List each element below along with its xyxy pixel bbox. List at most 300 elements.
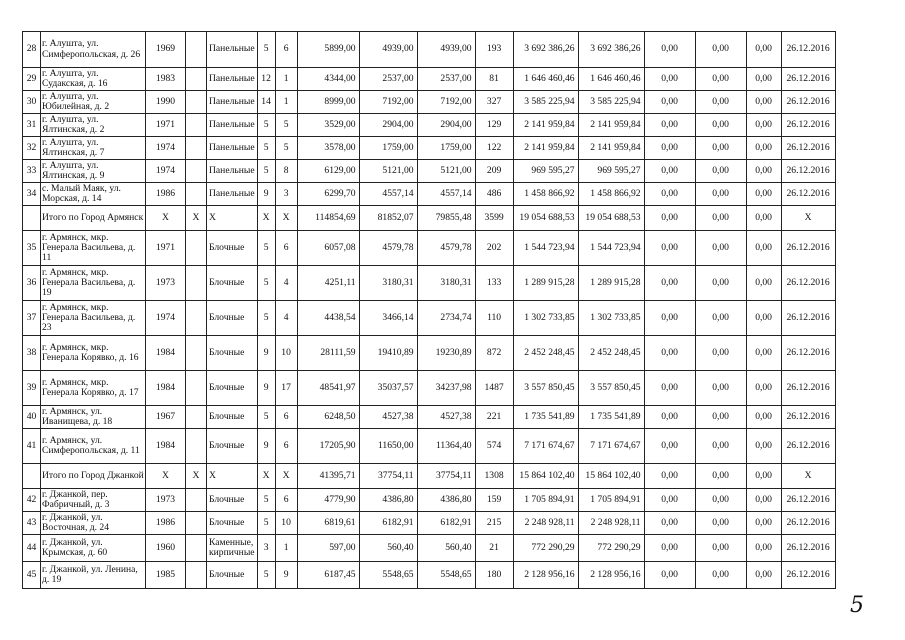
table-row: [23, 535, 836, 562]
cell-date: 26.12.2016: [781, 183, 835, 206]
cell-cost2: 7 171 674,67: [578, 429, 644, 464]
cell-a3: 4939,00: [417, 32, 475, 68]
cell-fl: 5: [257, 32, 275, 68]
cell-cost1: 2 452 248,45: [513, 336, 578, 371]
cell-z2: 0,00: [695, 464, 746, 489]
table-row: [23, 371, 836, 406]
cell-z1: 0,00: [644, 137, 695, 160]
cell-z1: 0,00: [644, 301, 695, 336]
cell-year: 1967: [146, 406, 186, 429]
cell-cost2: 2 452 248,45: [578, 336, 644, 371]
cell-date: 26.12.2016: [781, 429, 835, 464]
cell-ent: 3: [275, 183, 297, 206]
cell-ent: X: [275, 464, 297, 489]
cell-z1: 0,00: [644, 371, 695, 406]
cell-year: 1986: [146, 183, 186, 206]
cell-mat: Панельные: [207, 137, 258, 160]
cell-cost2: 1 289 915,28: [578, 266, 644, 301]
cell-fl: 9: [257, 183, 275, 206]
cell-date: 26.12.2016: [781, 137, 835, 160]
cell-addr: г. Армянск, мкр. Генерала Васильева, д. 19: [41, 266, 146, 301]
cell-fl: 9: [257, 336, 275, 371]
cell-z3: 0,00: [746, 512, 781, 535]
cell-addr: Итого по Город Джанкой: [41, 464, 146, 489]
cell-cost1: 1 289 915,28: [513, 266, 578, 301]
cell-ent: 1: [275, 91, 297, 114]
cell-z1: 0,00: [644, 91, 695, 114]
cell-year: 1974: [146, 137, 186, 160]
cell-addr: г. Джанкой, ул. Ленина, д. 19: [41, 562, 146, 589]
cell-c3: X: [186, 464, 207, 489]
cell-c3: [186, 91, 207, 114]
subtotal-row: [23, 206, 836, 231]
cell-a3: 4386,80: [417, 489, 475, 512]
cell-n: 30: [23, 91, 41, 114]
cell-z1: 0,00: [644, 336, 695, 371]
cell-date: 26.12.2016: [781, 489, 835, 512]
table-row: [23, 183, 836, 206]
cell-fl: 12: [257, 68, 275, 91]
cell-z1: 0,00: [644, 68, 695, 91]
cell-n: 43: [23, 512, 41, 535]
cell-c3: [186, 562, 207, 589]
cell-z2: 0,00: [695, 266, 746, 301]
cell-z1: 0,00: [644, 562, 695, 589]
cell-year: X: [146, 206, 186, 231]
cell-year: 1974: [146, 301, 186, 336]
cell-date: 26.12.2016: [781, 406, 835, 429]
cell-z1: 0,00: [644, 489, 695, 512]
cell-z3: 0,00: [746, 160, 781, 183]
cell-c3: [186, 137, 207, 160]
cell-z2: 0,00: [695, 68, 746, 91]
cell-ent: 5: [275, 114, 297, 137]
cell-z2: 0,00: [695, 91, 746, 114]
cell-res: 1308: [475, 464, 513, 489]
cell-year: X: [146, 464, 186, 489]
cell-n: [23, 206, 41, 231]
cell-res: 180: [475, 562, 513, 589]
cell-z2: 0,00: [695, 206, 746, 231]
cell-z3: 0,00: [746, 266, 781, 301]
cell-a3: 5121,00: [417, 160, 475, 183]
cell-c3: X: [186, 206, 207, 231]
cell-addr: Итого по Город Армянск: [41, 206, 146, 231]
cell-mat: Блочные: [207, 489, 258, 512]
cell-c3: [186, 68, 207, 91]
cell-n: 28: [23, 32, 41, 68]
cell-c3: [186, 429, 207, 464]
cell-year: 1984: [146, 429, 186, 464]
cell-z3: 0,00: [746, 206, 781, 231]
cell-a3: 5548,65: [417, 562, 475, 589]
cell-ent: 6: [275, 32, 297, 68]
cell-res: 81: [475, 68, 513, 91]
cell-res: 122: [475, 137, 513, 160]
cell-n: 36: [23, 266, 41, 301]
cell-addr: с. Малый Маяк, ул. Морская, д. 14: [41, 183, 146, 206]
cell-a2: 3180,31: [359, 266, 417, 301]
cell-addr: г. Армянск, мкр. Генерала Васильева, д. 11: [41, 231, 146, 266]
cell-date: 26.12.2016: [781, 160, 835, 183]
cell-a2: 37754,11: [359, 464, 417, 489]
cell-cost1: 772 290,29: [513, 535, 578, 562]
cell-a2: 5548,65: [359, 562, 417, 589]
cell-cost2: 3 585 225,94: [578, 91, 644, 114]
cell-a3: 1759,00: [417, 137, 475, 160]
cell-z3: 0,00: [746, 91, 781, 114]
cell-c3: [186, 114, 207, 137]
cell-cost1: 969 595,27: [513, 160, 578, 183]
cell-z2: 0,00: [695, 32, 746, 68]
cell-fl: 14: [257, 91, 275, 114]
cell-cost1: 1 544 723,94: [513, 231, 578, 266]
cell-cost2: 19 054 688,53: [578, 206, 644, 231]
cell-cost2: 1 646 460,46: [578, 68, 644, 91]
cell-date: X: [781, 206, 835, 231]
cell-a1: 3529,00: [297, 114, 359, 137]
cell-addr: г. Армянск, ул. Симферопольская, д. 11: [41, 429, 146, 464]
cell-a3: 4527,38: [417, 406, 475, 429]
cell-a2: 2537,00: [359, 68, 417, 91]
cell-ent: 4: [275, 301, 297, 336]
cell-year: 1983: [146, 68, 186, 91]
cell-a1: 41395,71: [297, 464, 359, 489]
cell-z3: 0,00: [746, 114, 781, 137]
cell-ent: 6: [275, 231, 297, 266]
cell-res: 202: [475, 231, 513, 266]
cell-a1: 6819,61: [297, 512, 359, 535]
cell-cost1: 2 141 959,84: [513, 114, 578, 137]
table-row: [23, 231, 836, 266]
cell-z3: 0,00: [746, 406, 781, 429]
cell-a3: 6182,91: [417, 512, 475, 535]
cell-a1: 6129,00: [297, 160, 359, 183]
cell-addr: г. Алушта, ул. Ялтинская, д. 7: [41, 137, 146, 160]
cell-date: 26.12.2016: [781, 371, 835, 406]
cell-n: 39: [23, 371, 41, 406]
table-row: [23, 336, 836, 371]
cell-mat: Панельные: [207, 183, 258, 206]
cell-cost1: 2 248 928,11: [513, 512, 578, 535]
cell-year: 1971: [146, 114, 186, 137]
cell-z3: 0,00: [746, 32, 781, 68]
cell-mat: Блочные: [207, 231, 258, 266]
cell-fl: 5: [257, 231, 275, 266]
cell-z3: 0,00: [746, 371, 781, 406]
cell-a3: 11364,40: [417, 429, 475, 464]
cell-z3: 0,00: [746, 336, 781, 371]
cell-z1: 0,00: [644, 512, 695, 535]
cell-mat: Блочные: [207, 266, 258, 301]
cell-a2: 4939,00: [359, 32, 417, 68]
cell-z2: 0,00: [695, 114, 746, 137]
cell-mat: X: [207, 206, 258, 231]
cell-cost2: 15 864 102,40: [578, 464, 644, 489]
table-row: [23, 160, 836, 183]
cell-c3: [186, 266, 207, 301]
cell-date: 26.12.2016: [781, 231, 835, 266]
cell-addr: г. Джанкой, ул. Восточная, д. 24: [41, 512, 146, 535]
cell-fl: 5: [257, 114, 275, 137]
cell-z2: 0,00: [695, 336, 746, 371]
cell-fl: 3: [257, 535, 275, 562]
cell-year: 1969: [146, 32, 186, 68]
cell-cost2: 3 557 850,45: [578, 371, 644, 406]
cell-res: 159: [475, 489, 513, 512]
cell-addr: г. Джанкой, пер. Фабричный, д. 3: [41, 489, 146, 512]
cell-ent: 4: [275, 266, 297, 301]
cell-a2: 11650,00: [359, 429, 417, 464]
cell-year: 1960: [146, 535, 186, 562]
cell-z3: 0,00: [746, 429, 781, 464]
cell-date: X: [781, 464, 835, 489]
cell-year: 1973: [146, 489, 186, 512]
cell-ent: 5: [275, 137, 297, 160]
cell-n: 40: [23, 406, 41, 429]
cell-z1: 0,00: [644, 32, 695, 68]
cell-addr: г. Джанкой, ул. Крымская, д. 60: [41, 535, 146, 562]
cell-ent: 6: [275, 429, 297, 464]
table-row: [23, 489, 836, 512]
cell-z1: 0,00: [644, 114, 695, 137]
cell-a3: 19230,89: [417, 336, 475, 371]
cell-fl: 5: [257, 489, 275, 512]
cell-cost2: 1 302 733,85: [578, 301, 644, 336]
cell-a3: 34237,98: [417, 371, 475, 406]
cell-mat: Панельные: [207, 32, 258, 68]
cell-cost1: 3 692 386,26: [513, 32, 578, 68]
cell-a1: 6057,08: [297, 231, 359, 266]
table-row: [23, 114, 836, 137]
cell-z3: 0,00: [746, 464, 781, 489]
table-row: [23, 137, 836, 160]
cell-a3: 2537,00: [417, 68, 475, 91]
cell-n: 33: [23, 160, 41, 183]
cell-mat: Блочные: [207, 301, 258, 336]
cell-ent: X: [275, 206, 297, 231]
cell-fl: X: [257, 464, 275, 489]
cell-z1: 0,00: [644, 160, 695, 183]
cell-date: 26.12.2016: [781, 535, 835, 562]
cell-cost1: 1 646 460,46: [513, 68, 578, 91]
cell-z2: 0,00: [695, 406, 746, 429]
cell-ent: 9: [275, 562, 297, 589]
cell-ent: 1: [275, 68, 297, 91]
cell-a3: 79855,48: [417, 206, 475, 231]
table-row: [23, 406, 836, 429]
cell-res: 872: [475, 336, 513, 371]
cell-z3: 0,00: [746, 137, 781, 160]
cell-cost2: 2 128 956,16: [578, 562, 644, 589]
cell-z1: 0,00: [644, 183, 695, 206]
cell-z1: 0,00: [644, 535, 695, 562]
cell-a1: 3578,00: [297, 137, 359, 160]
cell-c3: [186, 535, 207, 562]
cell-a3: 37754,11: [417, 464, 475, 489]
cell-date: 26.12.2016: [781, 114, 835, 137]
cell-a1: 6299,70: [297, 183, 359, 206]
cell-z2: 0,00: [695, 231, 746, 266]
cell-a1: 4344,00: [297, 68, 359, 91]
cell-mat: Панельные: [207, 91, 258, 114]
cell-addr: г. Алушта, ул. Юбилейная, д. 2: [41, 91, 146, 114]
cell-year: 1990: [146, 91, 186, 114]
cell-n: 41: [23, 429, 41, 464]
cell-z2: 0,00: [695, 160, 746, 183]
cell-cost1: 2 128 956,16: [513, 562, 578, 589]
cell-ent: 10: [275, 512, 297, 535]
cell-fl: 5: [257, 512, 275, 535]
cell-res: 1487: [475, 371, 513, 406]
cell-cost2: 1 735 541,89: [578, 406, 644, 429]
cell-c3: [186, 160, 207, 183]
cell-a2: 5121,00: [359, 160, 417, 183]
cell-mat: Каменные, кирпичные: [207, 535, 258, 562]
cell-a1: 4438,54: [297, 301, 359, 336]
cell-a2: 2904,00: [359, 114, 417, 137]
cell-mat: Блочные: [207, 371, 258, 406]
cell-res: 129: [475, 114, 513, 137]
cell-ent: 1: [275, 535, 297, 562]
cell-date: 26.12.2016: [781, 266, 835, 301]
cell-c3: [186, 512, 207, 535]
cell-date: 26.12.2016: [781, 301, 835, 336]
cell-a3: 2904,00: [417, 114, 475, 137]
cell-z2: 0,00: [695, 371, 746, 406]
cell-n: 31: [23, 114, 41, 137]
cell-a1: 4251,11: [297, 266, 359, 301]
cell-cost1: 19 054 688,53: [513, 206, 578, 231]
houses-table: [22, 31, 836, 589]
cell-cost2: 2 141 959,84: [578, 137, 644, 160]
cell-mat: Блочные: [207, 336, 258, 371]
cell-date: 26.12.2016: [781, 512, 835, 535]
cell-n: 45: [23, 562, 41, 589]
cell-n: 32: [23, 137, 41, 160]
cell-a1: 114854,69: [297, 206, 359, 231]
cell-cost2: 2 248 928,11: [578, 512, 644, 535]
cell-addr: г. Алушта, ул. Ялтинская, д. 2: [41, 114, 146, 137]
cell-addr: г. Армянск, ул. Иванищева, д. 18: [41, 406, 146, 429]
cell-year: 1984: [146, 371, 186, 406]
cell-cost2: 772 290,29: [578, 535, 644, 562]
cell-ent: 8: [275, 160, 297, 183]
cell-ent: 6: [275, 406, 297, 429]
cell-mat: Панельные: [207, 114, 258, 137]
cell-mat: Панельные: [207, 160, 258, 183]
cell-a1: 6248,50: [297, 406, 359, 429]
cell-z2: 0,00: [695, 512, 746, 535]
cell-ent: 6: [275, 489, 297, 512]
cell-fl: 9: [257, 429, 275, 464]
cell-c3: [186, 301, 207, 336]
table-row: [23, 512, 836, 535]
cell-res: 3599: [475, 206, 513, 231]
cell-z1: 0,00: [644, 464, 695, 489]
cell-cost1: 1 458 866,92: [513, 183, 578, 206]
cell-fl: 5: [257, 160, 275, 183]
cell-z2: 0,00: [695, 562, 746, 589]
cell-mat: X: [207, 464, 258, 489]
cell-c3: [186, 183, 207, 206]
cell-c3: [186, 489, 207, 512]
cell-cost2: 1 705 894,91: [578, 489, 644, 512]
cell-year: 1985: [146, 562, 186, 589]
cell-a2: 1759,00: [359, 137, 417, 160]
cell-cost2: 3 692 386,26: [578, 32, 644, 68]
cell-a3: 4557,14: [417, 183, 475, 206]
table-body: [23, 32, 836, 589]
cell-z1: 0,00: [644, 406, 695, 429]
cell-date: 26.12.2016: [781, 32, 835, 68]
cell-c3: [186, 32, 207, 68]
cell-cost2: 2 141 959,84: [578, 114, 644, 137]
cell-res: 133: [475, 266, 513, 301]
cell-cost1: 7 171 674,67: [513, 429, 578, 464]
cell-a2: 4557,14: [359, 183, 417, 206]
cell-fl: 5: [257, 266, 275, 301]
cell-fl: X: [257, 206, 275, 231]
cell-cost1: 2 141 959,84: [513, 137, 578, 160]
cell-a2: 35037,57: [359, 371, 417, 406]
cell-z2: 0,00: [695, 535, 746, 562]
cell-n: 42: [23, 489, 41, 512]
cell-z3: 0,00: [746, 68, 781, 91]
cell-year: 1986: [146, 512, 186, 535]
cell-n: 38: [23, 336, 41, 371]
cell-a2: 4386,80: [359, 489, 417, 512]
cell-cost1: 3 585 225,94: [513, 91, 578, 114]
cell-c3: [186, 406, 207, 429]
handwritten-page-mark: 5: [850, 593, 864, 618]
cell-a1: 8999,00: [297, 91, 359, 114]
cell-z3: 0,00: [746, 535, 781, 562]
cell-z1: 0,00: [644, 206, 695, 231]
cell-z1: 0,00: [644, 429, 695, 464]
cell-a2: 4527,38: [359, 406, 417, 429]
cell-a3: 560,40: [417, 535, 475, 562]
cell-fl: 5: [257, 137, 275, 160]
cell-year: 1984: [146, 336, 186, 371]
cell-cost1: 15 864 102,40: [513, 464, 578, 489]
cell-year: 1973: [146, 266, 186, 301]
cell-addr: г. Армянск, мкр. Генерала Корявко, д. 17: [41, 371, 146, 406]
cell-ent: 10: [275, 336, 297, 371]
table-row: [23, 562, 836, 589]
cell-n: 35: [23, 231, 41, 266]
cell-a1: 6187,45: [297, 562, 359, 589]
cell-a2: 560,40: [359, 535, 417, 562]
cell-a1: 48541,97: [297, 371, 359, 406]
cell-z2: 0,00: [695, 137, 746, 160]
cell-res: 215: [475, 512, 513, 535]
table-row: [23, 266, 836, 301]
cell-a3: 3180,31: [417, 266, 475, 301]
cell-addr: г. Алушта, ул. Ялтинская, д. 9: [41, 160, 146, 183]
cell-a3: 7192,00: [417, 91, 475, 114]
cell-z2: 0,00: [695, 429, 746, 464]
cell-z3: 0,00: [746, 301, 781, 336]
cell-z3: 0,00: [746, 562, 781, 589]
cell-z2: 0,00: [695, 183, 746, 206]
cell-n: 29: [23, 68, 41, 91]
cell-mat: Блочные: [207, 406, 258, 429]
table-row: [23, 68, 836, 91]
cell-res: 110: [475, 301, 513, 336]
cell-a2: 7192,00: [359, 91, 417, 114]
cell-cost1: 1 302 733,85: [513, 301, 578, 336]
